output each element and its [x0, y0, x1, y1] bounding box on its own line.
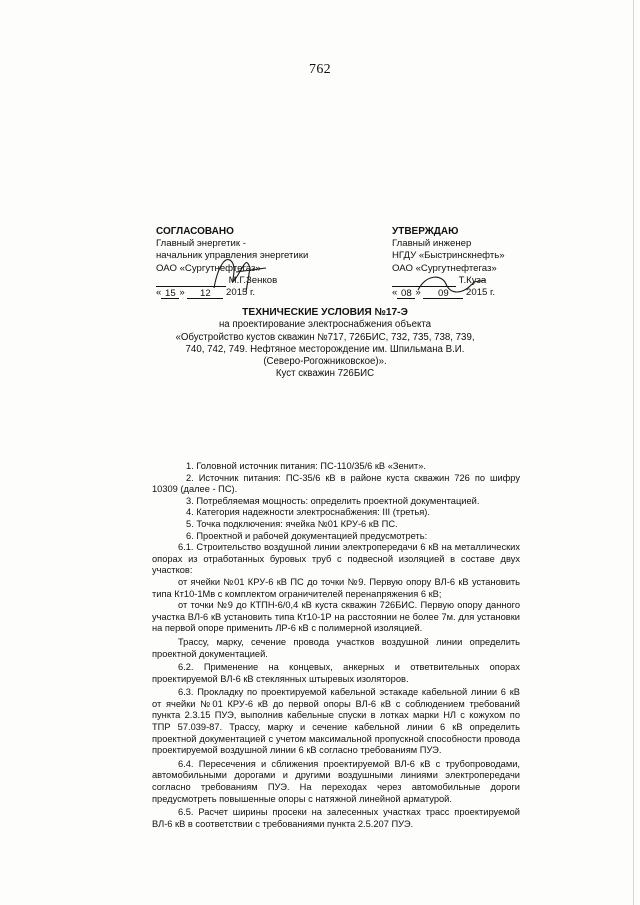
- clause-6-5: 6.5. Расчет ширины просеки на залесенных участках трасс проектируемой ВЛ-6 кВ в соответствии с требованиями пункта 2.5.207 ПУЭ.: [152, 807, 520, 829]
- approved-signature-row: [392, 275, 572, 287]
- approved-date-day: 08: [397, 288, 415, 299]
- approved-block: [392, 226, 572, 299]
- clause-6-3: 6.3. Прокладку по проектируемой кабельной эстакаде кабельной линии 6 кВ от ячейки №01 КРУ-6 кВ до первой опоры ВЛ-6 кВ с соблюдением требований пункта 2.3.15 ПУЭ, выполнив кабельные спуски в лотках марки НЛ с кожухом по ТПР 57.039-87. Трассу, марку и сечение кабельной линии 6 кВ определить проектной документацией с учетом максимальной пропускной способности провода проектируемой воздушной линии 6 кВ согласно требованиям ПУЭ.: [152, 687, 520, 756]
- title-line: Куст скважин 726БИС: [275, 368, 375, 380]
- document-title: ТЕХНИЧЕСКИЕ УСЛОВИЯ №17-Э: [242, 307, 408, 318]
- clause-6-4: 6.4. Пересечения и сближения проектируемой ВЛ-6 кВ с трубопроводами, автомобильными дорогами и другими воздушными линиями электропередачи согласно требованиям ПУЭ. На переходах через автомобильные дороги предусмотреть повышенные опоры с натяжной линейной арматурой.: [152, 758, 520, 804]
- signature-line: [156, 276, 226, 287]
- approved-heading: УТВЕРЖДАЮ: [392, 226, 459, 237]
- agreed-line: ОАО «Сургутнефтегаз»: [156, 262, 261, 274]
- clause-4: 4. Категория надежности электроснабжения: III (третья).: [186, 507, 430, 518]
- agreed-line: Главный энергетик -: [156, 238, 246, 250]
- clause-5: 5. Точка подключения: ячейка №01 КРУ-6 кВ ПС.: [186, 518, 398, 529]
- title-line: на проектирование электроснабжения объекта: [218, 319, 432, 331]
- approved-line: Главный инженер: [392, 238, 472, 250]
- title-line: (Северо-Рогожниковское)».: [263, 356, 387, 368]
- agreed-block: [156, 226, 336, 299]
- clause-6: 6. Проектной и рабочей документацией предусмотреть:: [186, 530, 428, 541]
- approved-date-year: 2015 г.: [466, 287, 496, 298]
- agreed-line: начальник управления энергетики: [156, 250, 309, 262]
- scan-edge-line: [633, 0, 634, 905]
- clause-1: 1. Головной источник питания: ПС-110/35/6 кВ «Зенит».: [186, 461, 427, 471]
- document-title-block: [170, 307, 480, 381]
- clause-6-1-segment-a: от ячейки №01 КРУ-6 кВ ПС до точки №9. Первую опору ВЛ-6 кВ установить типа Кт10-1Мв с комплектом ограничителей перенапряжения 6 кВ;: [152, 576, 520, 599]
- clause-6-2: 6.2. Применение на концевых, анкерных и ответвительных опорах проектируемой ВЛ-6 кВ стеклянных штыревых изоляторов.: [152, 662, 520, 684]
- clause-2: 2. Источник питания: ПС-35/6 кВ в районе куста скважин 726 по шифру 10309 (далее - ПС).: [152, 472, 520, 495]
- signature-line: [392, 276, 456, 287]
- title-line: 740, 742, 749. Нефтяное месторождение им. Шпильмана В.И.: [185, 343, 465, 355]
- agreed-signature-row: [156, 275, 336, 287]
- agreed-date: « 15 » 12 2015 г.: [156, 287, 256, 300]
- approved-date: « 08 » 09 2015 г.: [392, 287, 496, 300]
- approved-date-month: 09: [423, 288, 463, 299]
- approved-line: НГДУ «Быстринскнефть»: [392, 250, 505, 262]
- agreed-date-day: 15: [161, 288, 179, 299]
- document-body: [152, 461, 520, 830]
- approved-signer-name: Т.Куза: [458, 274, 487, 286]
- agreed-date-month: 12: [187, 288, 223, 299]
- page-number: 762: [309, 62, 331, 77]
- agreed-heading: СОГЛАСОВАНО: [156, 226, 234, 237]
- clause-3: 3. Потребляемая мощность: определить проектной документацией.: [186, 495, 480, 506]
- title-line: «Обустройство кустов скважин №717, 726БИС, 732, 735, 738, 739,: [175, 331, 475, 343]
- clause-6-1-route: Трассу, марку, сечение провода участков воздушной линии определить проектной документацией.: [152, 636, 520, 659]
- clause-6-1: 6.1. Строительство воздушной линии электропередачи 6 кВ на металлических опорах из отработанных буровых труб с подвесной изоляцией в составе двух участков:: [152, 542, 520, 576]
- agreed-signer-name: М.Г.Зенков: [228, 274, 278, 286]
- agreed-date-year: 2015 г.: [226, 287, 256, 298]
- clause-6-1-segment-b: от точки №9 до КТПН-6/0,4 кВ куста скважин 726БИС. Первую опору данного участка ВЛ-6 кВ установить типа Кт10-1Р на расстоянии не более 7м. для установки на первой опоре применить ЛР-6 кВ с полимерной изоляцией.: [152, 600, 520, 634]
- approved-line: ОАО «Сургутнефтегаз»: [392, 262, 497, 274]
